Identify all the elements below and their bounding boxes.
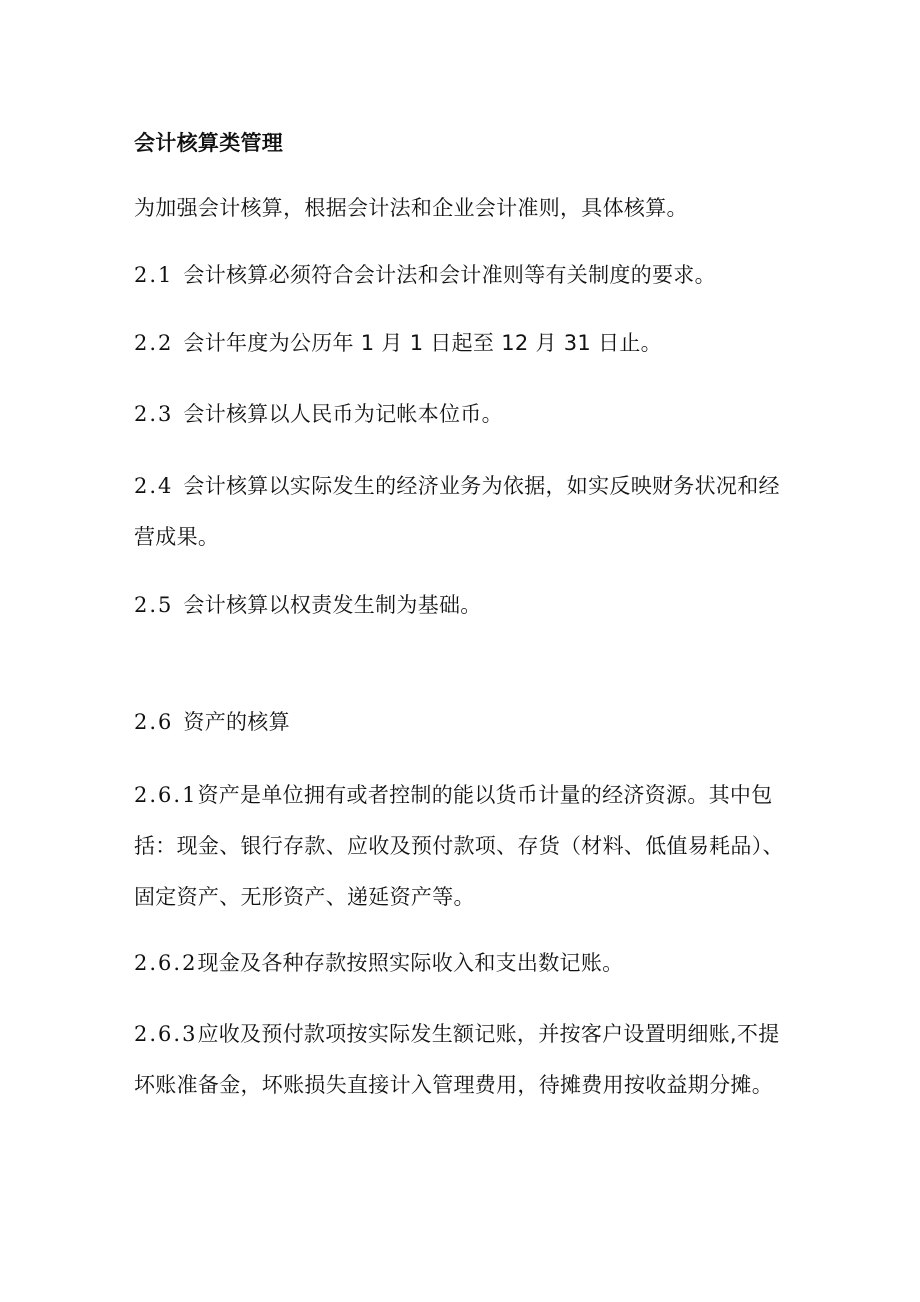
clause-number: 2.4 (134, 474, 174, 498)
clause-2-5 (134, 580, 794, 631)
clause-2-4 (134, 461, 794, 563)
clause-number: 2.6.2 (134, 951, 198, 975)
clause-text: 会计年度为公历年 1 月 1 日起至 12 月 31 日止。 (183, 331, 662, 355)
clause-2-6 (134, 697, 794, 748)
clause-number: 2.1 (134, 263, 174, 287)
clause-2-3 (134, 389, 794, 440)
clause-text: 资产的核算 (183, 710, 290, 734)
clause-number: 2.2 (134, 331, 174, 355)
clause-number: 2.6.3 (134, 1022, 198, 1046)
clause-number: 2.6.1 (134, 783, 198, 807)
clause-number: 2.6 (134, 710, 174, 734)
clause-2-6-3 (134, 1009, 794, 1111)
intro-paragraph: 为加强会计核算，根据会计法和企业会计准则，具体核算。 (134, 196, 688, 220)
clause-2-6-1 (134, 770, 794, 923)
clause-2-6-2 (134, 938, 794, 989)
clause-text: 会计核算以实际发生的经济业务为依据，如实反映财务状况和经营成果。 (134, 474, 780, 549)
clause-2-1 (134, 250, 794, 301)
clause-text: 现金及各种存款按照实际收入和支出数记账。 (197, 951, 624, 975)
clause-text: 会计核算以权责发生制为基础。 (183, 593, 482, 617)
clause-number: 2.3 (134, 402, 174, 426)
clause-number: 2.5 (134, 593, 174, 617)
clause-text: 会计核算以人民币为记帐本位币。 (183, 402, 503, 426)
clause-text: 资产是单位拥有或者控制的能以货币计量的经济资源。其中包括：现金、银行存款、应收及预付款项、存货（材料、低值易耗品）、固定资产、无形资产、递延资产等。 (134, 783, 784, 909)
document-title: 会计核算类管理 (134, 131, 284, 155)
clause-2-2 (134, 318, 794, 369)
clause-text: 会计核算必须符合会计法和会计准则等有关制度的要求。 (183, 263, 716, 287)
clause-text: 应收及预付款项按实际发生额记账，并按客户设置明细账,不提坏账准备金，坏账损失直接计入管理费用，待摊费用按收益期分摊。 (134, 1022, 780, 1097)
